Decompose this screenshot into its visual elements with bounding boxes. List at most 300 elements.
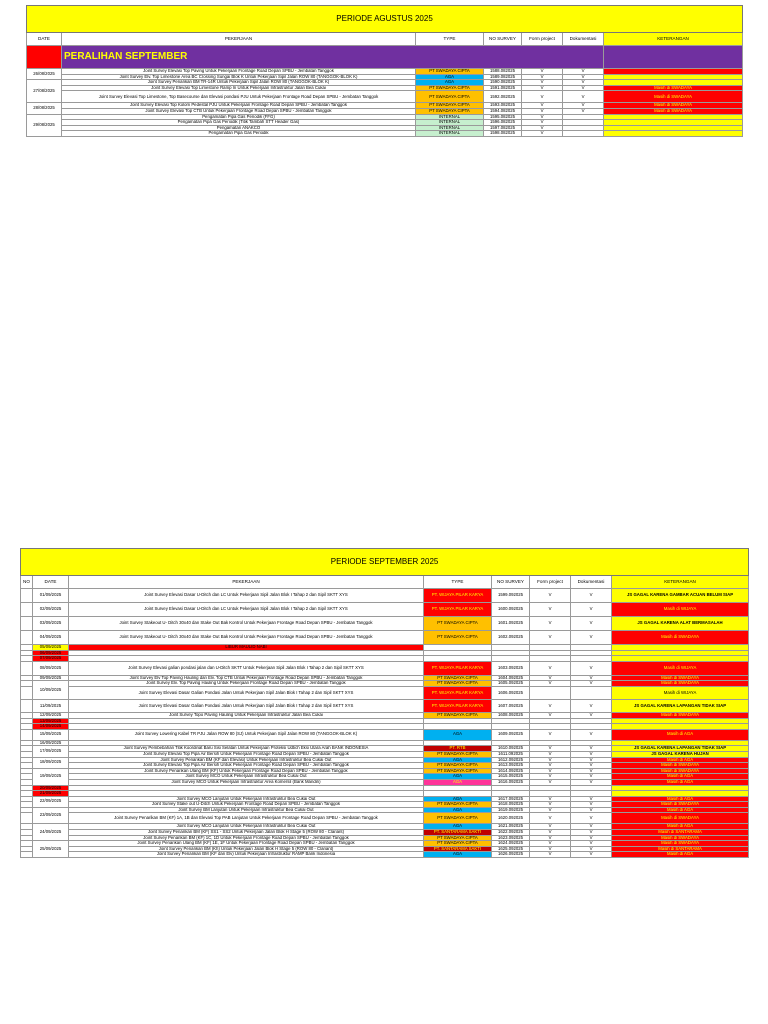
doc-cell: V	[571, 746, 612, 752]
survey-no-cell: 1595.082025	[484, 114, 522, 120]
doc-cell: V	[563, 69, 604, 75]
table-row	[21, 589, 749, 603]
doc-cell: V	[571, 699, 612, 712]
ket-cell: Masih di WIJAYA	[612, 661, 749, 675]
date-cell: 13/09/2025	[33, 718, 69, 724]
form-cell: V	[522, 120, 563, 126]
type-cell: PT. RTB	[424, 746, 492, 752]
column-header: PEKERJAAN	[62, 33, 416, 46]
survey-no-cell: 1594.082025	[484, 108, 522, 114]
job-cell: Joint Survey Elv. Top Paving Hauling Untuk Pekerjaan Frontage Road Depan SPBU - Jembatan Tanggok	[69, 681, 424, 687]
ket-cell	[604, 131, 743, 137]
form-cell: V	[530, 813, 571, 824]
form-cell: V	[530, 661, 571, 675]
survey-no-cell: 1604.092025	[492, 675, 530, 681]
doc-cell: V	[571, 813, 612, 824]
job-cell: Joint Survey Elevasi Top Kolom Pedestal PJU Untuk Pekerjaan Frontage Road Depan SPBU - Jembatan Tanggok	[62, 103, 416, 109]
date-cell: 08/09/2025	[33, 661, 69, 675]
job-cell: Pengamatan Pipa Gas Periodik	[62, 131, 416, 137]
job-cell: Joint Survey Penarikan BM (KF dan Elevasi) Untuk Pekerjaan Infrastruktur Bea Cukai Out	[69, 757, 424, 763]
type-cell: AGA	[416, 74, 484, 80]
form-cell	[530, 686, 571, 699]
form-cell: V	[530, 603, 571, 617]
type-cell: PT SWADAYA CIPTA	[424, 802, 492, 808]
form-cell: V	[530, 631, 571, 645]
form-cell: V	[522, 114, 563, 120]
survey-no-cell: 1605.092025	[492, 681, 530, 687]
survey-no-cell: 1610.092025	[492, 746, 530, 752]
type-cell: PT SWADAYA CIPTA	[424, 768, 492, 774]
date-cell: 05/09/2025	[33, 645, 69, 651]
ket-cell: Masih di AGA	[612, 824, 749, 830]
date-cell: 19/09/2025	[33, 768, 69, 785]
doc-cell	[571, 686, 612, 699]
form-cell: V	[522, 131, 563, 137]
form-cell: V	[530, 846, 571, 852]
date-cell: 23/09/2025	[33, 807, 69, 824]
type-cell: PT. SANTARAMA SAKTI	[424, 846, 492, 852]
table-row	[27, 131, 743, 137]
survey-no-cell: 1597.082025	[484, 125, 522, 131]
ket-cell: Masih di SWADAYA	[612, 675, 749, 681]
doc-cell: V	[571, 846, 612, 852]
ket-cell: Masih di AGA	[612, 774, 749, 780]
job-cell: Joint Survey Elevasi Dasar Galian Pondasi Jalan Untuk Pekerjaan Sipil Jalan Blok I Tahap 2 dan Sipil SKTT XYS	[69, 686, 424, 699]
date-cell: 12/09/2025	[33, 712, 69, 718]
september-table	[20, 548, 749, 858]
type-cell: AGA	[424, 807, 492, 813]
form-cell: V	[530, 712, 571, 718]
survey-no-cell: 1600.092025	[492, 603, 530, 617]
form-cell: V	[530, 729, 571, 740]
banner-row	[27, 46, 743, 69]
date-cell: 02/09/2025	[33, 603, 69, 617]
date-cell: 07/09/2025	[33, 656, 69, 662]
job-cell: Joint Survey Elv Top Paving Hauling dan Elv. Top CTB Untuk Pekerjaan Frontage Road Depan SPBU - Jembatan Tanggok	[69, 675, 424, 681]
survey-no-cell: 1617.092025	[492, 796, 530, 802]
ket-cell: Masih di AGA	[612, 779, 749, 785]
form-cell: V	[522, 69, 563, 75]
date-cell: 29/08/2025	[27, 114, 62, 136]
job-cell: Joint Survey Penarikan Ulang BM (KF) Untuk Pekerjaan Frontage Road Depan SPBU - Jembatan Tanggok	[69, 768, 424, 774]
form-cell: V	[530, 779, 571, 785]
job-cell: Joint Survey Elevasi Dasar U-Ditch dan LC Untuk Pekerjaan Sipil Jalan Blok I Tahap 2 dan Sipil SKTT XYS	[69, 603, 424, 617]
form-cell: V	[530, 824, 571, 830]
form-cell: V	[530, 757, 571, 763]
type-cell: INTERNAL	[416, 120, 484, 126]
date-cell: 15/09/2025	[33, 729, 69, 740]
survey-no-cell: 1606.092025	[492, 686, 530, 699]
doc-cell: V	[571, 763, 612, 769]
no-cell	[21, 813, 33, 824]
job-cell: Joint Survey Elevasi Top CTB Untuk Pekerjaan Frontage Road Depan SPBU - Jembatan Tanggok	[62, 108, 416, 114]
doc-cell: V	[571, 841, 612, 847]
date-cell: 26/08/2025	[27, 69, 62, 80]
job-cell: Pengamatan ANAKCO	[62, 125, 416, 131]
table-row	[21, 631, 749, 645]
no-cell	[21, 699, 33, 712]
ket-cell: JS GAGAL KARENA LAPANGAN TIDAK SIAP	[612, 746, 749, 752]
doc-cell: V	[571, 631, 612, 645]
table-row	[21, 686, 749, 699]
type-cell: INTERNAL	[416, 125, 484, 131]
doc-cell: V	[571, 774, 612, 780]
type-cell: AGA	[424, 729, 492, 740]
ket-cell: Masih di SWADAYA	[604, 85, 743, 91]
banner-date-cell	[27, 46, 62, 69]
doc-cell: V	[563, 103, 604, 109]
job-cell: Joint Survey MCO Untuk Pekerjaan Infrastruktur Bea Cukai Out	[69, 774, 424, 780]
column-header: NO	[21, 576, 33, 589]
survey-no-cell: 1591.082025	[484, 85, 522, 91]
form-cell: V	[530, 796, 571, 802]
type-cell: PT SWADAYA CIPTA	[416, 91, 484, 103]
ket-cell: JS GAGAL KARENA GAMBAR ACUAN BELUM SIAP	[612, 589, 749, 603]
ket-cell: Masih di SWADAYA	[612, 802, 749, 808]
column-header: TYPE	[416, 33, 484, 46]
form-cell: V	[522, 85, 563, 91]
form-cell: V	[530, 807, 571, 813]
type-cell: PT SWADAYA CIPTA	[416, 108, 484, 114]
doc-cell: V	[571, 603, 612, 617]
header-row	[21, 576, 749, 589]
type-cell: PT SWADAYA CIPTA	[424, 617, 492, 631]
job-cell: Joint Survey MCO Untuk Pekerjaan Infrastruktur Area Komersil (Bank Mandiri)	[69, 779, 424, 785]
ket-cell: Masih di SWADAYA	[612, 681, 749, 687]
type-cell: PT. WIJAYA PILAR KARYA	[424, 699, 492, 712]
job-cell: Joint Survey Elevasi Top Paving Untuk Pekerjaan Frontage Road Depan SPBU - Jembatan Tanggok	[62, 69, 416, 75]
survey-no-cell: 1602.092025	[492, 631, 530, 645]
type-cell: PT SWADAYA CIPTA	[424, 675, 492, 681]
no-cell	[21, 686, 33, 699]
type-cell: PT SWADAYA CIPTA	[424, 763, 492, 769]
type-cell: PT. WIJAYA PILAR KARYA	[424, 661, 492, 675]
survey-no-cell: 1599.092025	[492, 589, 530, 603]
survey-no-cell: 1590.082025	[484, 80, 522, 86]
type-cell: PT SWADAYA CIPTA	[416, 69, 484, 75]
no-cell	[21, 589, 33, 603]
doc-cell: V	[571, 751, 612, 757]
table-row	[21, 603, 749, 617]
column-header: DATE	[33, 576, 69, 589]
date-cell: 04/09/2025	[33, 631, 69, 645]
survey-no-cell: 1609.092025	[492, 729, 530, 740]
header-row	[27, 33, 743, 46]
form-cell: V	[530, 675, 571, 681]
job-cell: Joint Survey Elevasi galian pondasi jalan dan U-Ditch SKTT Untuk Pekerjaan Sipil Jalan Blok I Tahap 2 dan Sipil SKTT XYS	[69, 661, 424, 675]
job-cell: Joint Survey Elevasi Top Pipa Air Bersih Untuk Pekerjaan Frontage Road Depan SPBU - Jembatan Tanggok	[69, 763, 424, 769]
survey-no-cell: 1614.092025	[492, 768, 530, 774]
date-cell: 03/09/2025	[33, 617, 69, 631]
table-row	[21, 729, 749, 740]
type-cell: PT. WIJAYA PILAR KARYA	[424, 589, 492, 603]
column-header: PEKERJAAN	[69, 576, 424, 589]
survey-no-cell: 1601.092025	[492, 617, 530, 631]
form-cell: V	[530, 835, 571, 841]
job-cell: Joint Survey Topo Paving Hauling Untuk Pekerjaan Infrastruktur Jalan Bea Cukai	[69, 712, 424, 718]
ket-cell: Masih di SWADAYA	[612, 631, 749, 645]
column-header: NO SURVEY	[484, 33, 522, 46]
doc-cell: V	[571, 835, 612, 841]
doc-cell: V	[571, 589, 612, 603]
job-cell: Joint Survey Stakeout U- Ditch 30x40 dan Stake Out Bak Kontrol Untuk Pekerjaan Frontage Road Depan SPBU - Jembatan Tanggok	[69, 617, 424, 631]
table-row	[27, 91, 743, 103]
no-cell	[21, 852, 33, 858]
column-header: DATE	[27, 33, 62, 46]
job-cell: Joint Survey Elevasi Top Limestone, Top Basecourse dan Elevasi pondasi PJU Untuk Pekerjaan Frontage Road Depan SPBU - Jembatan Tanggok	[62, 91, 416, 103]
column-header: Form project	[530, 576, 571, 589]
form-cell: V	[530, 763, 571, 769]
ket-cell: Masih di SWADAYA	[612, 763, 749, 769]
doc-cell: V	[571, 807, 612, 813]
ket-cell: Masih di SWADAYA	[604, 103, 743, 109]
date-cell: 18/09/2025	[33, 757, 69, 768]
form-cell: V	[530, 830, 571, 836]
survey-no-cell: 1626.092025	[492, 852, 530, 858]
ket-cell: JS GAGAL KARENA HUJAN	[612, 751, 749, 757]
survey-no-cell: 1622.092025	[492, 830, 530, 836]
september-title: PERIODE SEPTEMBER 2025	[21, 549, 749, 576]
survey-no-cell: 1620.092025	[492, 813, 530, 824]
type-cell: PT. WIJAYA PILAR KARYA	[424, 603, 492, 617]
form-cell: V	[522, 103, 563, 109]
doc-cell: V	[571, 852, 612, 858]
ket-cell: JS GAGAL KARENA LAPANGAN TIDAK SIAP	[612, 699, 749, 712]
date-cell: 22/09/2025	[33, 796, 69, 807]
table-row	[21, 852, 749, 858]
ket-cell: Masih di SANTARAMA	[612, 846, 749, 852]
doc-cell: V	[571, 681, 612, 687]
ket-cell: Masih di SWADAYA	[604, 91, 743, 103]
ket-cell: Masih di AGA	[612, 796, 749, 802]
form-cell: V	[522, 91, 563, 103]
doc-cell: V	[571, 796, 612, 802]
survey-no-cell: 1623.092025	[492, 835, 530, 841]
type-cell: AGA	[424, 824, 492, 830]
type-cell: AGA	[416, 80, 484, 86]
ket-cell: Masih di AGA	[612, 729, 749, 740]
job-cell: Pengamatan Pipa Gas Periodik (Titik Tambah STT Header Gas)	[62, 120, 416, 126]
survey-no-cell: 1588.082025	[484, 69, 522, 75]
job-cell: Joint Survey Elevasi Dasar U-Ditch dan LC Untuk Pekerjaan Sipil Jalan Blok I Tahap 2 dan Sipil SKTT XYS	[69, 589, 424, 603]
form-cell: V	[522, 74, 563, 80]
survey-no-cell: 1603.092025	[492, 661, 530, 675]
doc-cell: V	[571, 824, 612, 830]
job-cell: Joint Survey MCO Lanjutan Untuk Pekerjaan Infrastruktur Bea Cukai Out	[69, 824, 424, 830]
ket-cell: Masih di WIJAYA	[612, 603, 749, 617]
job-cell: Joint Survey Penarikan BM (KF) 1C, 1D Untuk Pekerjaan Frontage Road Depan SPBU - Jembatan Tanggok	[69, 835, 424, 841]
type-cell: AGA	[424, 852, 492, 858]
column-header: Dokumentasi	[563, 33, 604, 46]
form-cell: V	[530, 746, 571, 752]
doc-cell: V	[563, 74, 604, 80]
form-cell: V	[530, 841, 571, 847]
job-cell: Joint Survey Penarikan BM (Kh) Untuk Pekerjaan Jalan Blok H Stage 5 (ROW 80 - Clariant)	[69, 846, 424, 852]
type-cell: PT SWADAYA CIPTA	[424, 813, 492, 824]
ket-cell: Masih di SWADAYA	[612, 841, 749, 847]
date-cell: 10/09/2025	[33, 681, 69, 700]
doc-cell: V	[571, 712, 612, 718]
banner-ket-cell	[604, 46, 743, 69]
date-cell: 17/09/2025	[33, 746, 69, 757]
doc-cell: V	[571, 802, 612, 808]
table-row	[21, 813, 749, 824]
job-cell: Joint Survey Lowering Kabel TR PJU Jalan ROW 80 (SJ) Untuk Pekerjaan Sipil Jalan ROW 80 (TANGGOK-BLOK K)	[69, 729, 424, 740]
job-cell: Joint Survey Elv. Top Limestone Area BC Crossing Sungai Blok K Untuk Pekerjaan Sipil Jalan ROW 80 (TANGGOK-BLOK K)	[62, 74, 416, 80]
doc-cell: V	[563, 108, 604, 114]
date-cell: 25/09/2025	[33, 841, 69, 858]
form-cell: V	[522, 108, 563, 114]
ket-cell: JS GAGAL KARENA ALAT BERMASALAH	[612, 617, 749, 631]
type-cell: PT SWADAYA CIPTA	[424, 712, 492, 718]
type-cell: PT SWADAYA CIPTA	[424, 841, 492, 847]
date-cell: 21/09/2025	[33, 791, 69, 797]
job-cell: Joint Survey MCO Lanjutan Untuk Pekerjaan Infrastruktur Bea Cukai Out	[69, 796, 424, 802]
type-cell: PT. SANTARAMA SAKTI	[424, 830, 492, 836]
august-table	[26, 5, 743, 137]
form-cell: V	[530, 617, 571, 631]
peralihan-banner: PERALIHAN SEPTEMBER	[62, 46, 604, 69]
type-cell: INTERNAL	[416, 131, 484, 137]
no-cell	[21, 617, 33, 631]
no-cell	[21, 729, 33, 740]
job-cell: Joint Survey Penarikan Ulang BM (KF) 1E, 1F Untuk Pekerjaan Frontage Road Depan SPBU - Jembatan Tanggok	[69, 841, 424, 847]
ket-cell: Masih di SWADAYA	[612, 835, 749, 841]
doc-cell: V	[571, 830, 612, 836]
survey-no-cell: 1613.092025	[492, 763, 530, 769]
date-cell: 14/09/2025	[33, 724, 69, 730]
job-cell: Pengamatan Pipa Gas Periodik (FFG)	[62, 114, 416, 120]
form-cell: V	[530, 699, 571, 712]
ket-cell: Masih di SWADAYA	[612, 712, 749, 718]
ket-cell: Masih di SWADAYA	[612, 768, 749, 774]
type-cell: PT SWADAYA CIPTA	[424, 631, 492, 645]
date-cell: 27/08/2025	[27, 80, 62, 103]
job-cell: Joint Survey Stake out U-Ditch Untuk Pekerjaan Frontage Road Depan SPBU - Jembatan Tanggok	[69, 802, 424, 808]
date-cell: 24/09/2025	[33, 824, 69, 841]
survey-no-cell: 1607.092025	[492, 699, 530, 712]
job-cell: Joint Survey Penarikan BM (KF dan Elv) Untuk Pekerjaan Infrastruktur RAMP Bank Indonesia	[69, 852, 424, 858]
table-row	[21, 699, 749, 712]
date-cell: 28/08/2025	[27, 103, 62, 114]
survey-no-cell: 1625.092025	[492, 846, 530, 852]
job-cell: Joint Survey Pembebahan Titik Koordinat Baru Sisi Selatan Untuk Pekerjaan Proteksi Udtich Eksi Utara Arah BANK INDONESIA	[69, 746, 424, 752]
type-cell: AGA	[424, 796, 492, 802]
ket-cell: Masih di AGA	[612, 852, 749, 858]
doc-cell: V	[571, 779, 612, 785]
ket-cell: Masih di SWADAYA	[604, 108, 743, 114]
ket-cell: Masih di AGA	[612, 757, 749, 763]
survey-no-cell: 1598.082025	[484, 131, 522, 137]
doc-cell: V	[571, 675, 612, 681]
ket-cell: Masih di AGA	[612, 807, 749, 813]
august-title: PERIODE AGUSTUS 2025	[27, 6, 743, 33]
doc-cell: V	[571, 768, 612, 774]
form-cell: V	[530, 774, 571, 780]
type-cell: PT SWADAYA CIPTA	[416, 85, 484, 91]
ket-cell: Masih di WIJAYA	[612, 686, 749, 699]
doc-cell: V	[563, 80, 604, 86]
type-cell: PT. WIJAYA PILAR KARYA	[424, 686, 492, 699]
form-cell: V	[530, 681, 571, 687]
table-row	[21, 617, 749, 631]
column-header: NO SURVEY	[492, 576, 530, 589]
survey-no-cell: 1596.082025	[484, 120, 522, 126]
doc-cell: V	[571, 729, 612, 740]
date-cell: 20/09/2025	[33, 785, 69, 791]
type-cell: PT SWADAYA CIPTA	[416, 103, 484, 109]
job-cell: Joint Survey Elevasi Top Limestone Ramp In Untuk Pekerjaan Infrastruktur Jalan Bea Cukai	[62, 85, 416, 91]
form-cell: V	[530, 768, 571, 774]
type-cell: AGA	[424, 779, 492, 785]
doc-cell: V	[571, 617, 612, 631]
ket-cell: Masih di SANTARAMA	[612, 830, 749, 836]
type-cell: INTERNAL	[416, 114, 484, 120]
date-cell: 01/09/2025	[33, 589, 69, 603]
job-cell: Joint Survey Stakeout U- Ditch 30x40 dan Stake Out Bak Kontrol Untuk Pekerjaan Frontage Road Depan SPBU - Jembatan Tanggok	[69, 631, 424, 645]
doc-cell: V	[571, 661, 612, 675]
survey-no-cell: 1618.092025	[492, 802, 530, 808]
form-cell: V	[530, 802, 571, 808]
column-header: TYPE	[424, 576, 492, 589]
survey-no-cell: 1621.092025	[492, 824, 530, 830]
type-cell: PT SWADAYA CIPTA	[424, 681, 492, 687]
form-cell: V	[522, 125, 563, 131]
survey-no-cell: 1615.092025	[492, 774, 530, 780]
survey-no-cell: 1616.092025	[492, 779, 530, 785]
date-cell: 16/09/2025	[33, 740, 69, 746]
date-cell: 11/09/2025	[33, 699, 69, 712]
job-cell: Joint Survey BM Lanjutan Untuk Pekerjaan Infrastruktur Bea Cukai Out	[69, 807, 424, 813]
survey-no-cell: 1608.092025	[492, 712, 530, 718]
form-cell: V	[522, 80, 563, 86]
survey-no-cell: 1611.092025	[492, 751, 530, 757]
survey-no-cell: 1619.092025	[492, 807, 530, 813]
job-cell: LIBUR MAULID NABI	[69, 645, 424, 651]
form-cell: V	[530, 589, 571, 603]
doc-cell	[563, 131, 604, 137]
survey-no-cell: 1593.082025	[484, 103, 522, 109]
job-cell: Joint Survey Penarikan BM TR-14R Untuk Pekerjaan Sipil Jalan ROW 80 (TANGGOK-BLOK K)	[62, 80, 416, 86]
date-cell: 06/09/2025	[33, 650, 69, 656]
type-cell: AGA	[424, 757, 492, 763]
column-header: KETERANGAN	[604, 33, 743, 46]
table-row	[21, 661, 749, 675]
form-cell: V	[530, 852, 571, 858]
form-cell: V	[530, 751, 571, 757]
job-cell: Joint Survey Penarikan BM (KF) 1A, 1B dan Elevasi Top PAB Lanjutan Untuk Pekerjaan Frontage Road Depan SPBU - Jembatan Tanggok	[69, 813, 424, 824]
type-cell: PT SWADAYA CIPTA	[424, 835, 492, 841]
survey-no-cell: 1612.092025	[492, 757, 530, 763]
doc-cell: V	[563, 91, 604, 103]
survey-no-cell: 1624.092025	[492, 841, 530, 847]
type-cell: PT SWADAYA CIPTA	[424, 751, 492, 757]
doc-cell: V	[563, 85, 604, 91]
survey-no-cell: 1592.082025	[484, 91, 522, 103]
column-header: KETERANGAN	[612, 576, 749, 589]
no-cell	[21, 631, 33, 645]
column-header: Dokumentasi	[571, 576, 612, 589]
type-cell: AGA	[424, 774, 492, 780]
no-cell	[21, 603, 33, 617]
job-cell: Joint Survey Penarikan BM (KF) SS1 - SS2 Untuk Pekerjaan Jalan Blok H Stage 5 (ROW 80 - Clariant)	[69, 830, 424, 836]
no-cell	[21, 661, 33, 675]
job-cell: Joint Survey Elevasi Top Pipa Air Bersih Untuk Pekerjaan Frontage Road Depan SPBU - Jembatan Tanggok	[69, 751, 424, 757]
ket-cell: Masih di SWADAYA	[612, 813, 749, 824]
date-cell: 09/09/2025	[33, 675, 69, 681]
job-cell: Joint Survey Elevasi Dasar Galian Pondasi Jalan Untuk Pekerjaan Sipil Jalan Blok I Tahap 2 dan Sipil SKTT XYS	[69, 699, 424, 712]
column-header: Form project	[522, 33, 563, 46]
